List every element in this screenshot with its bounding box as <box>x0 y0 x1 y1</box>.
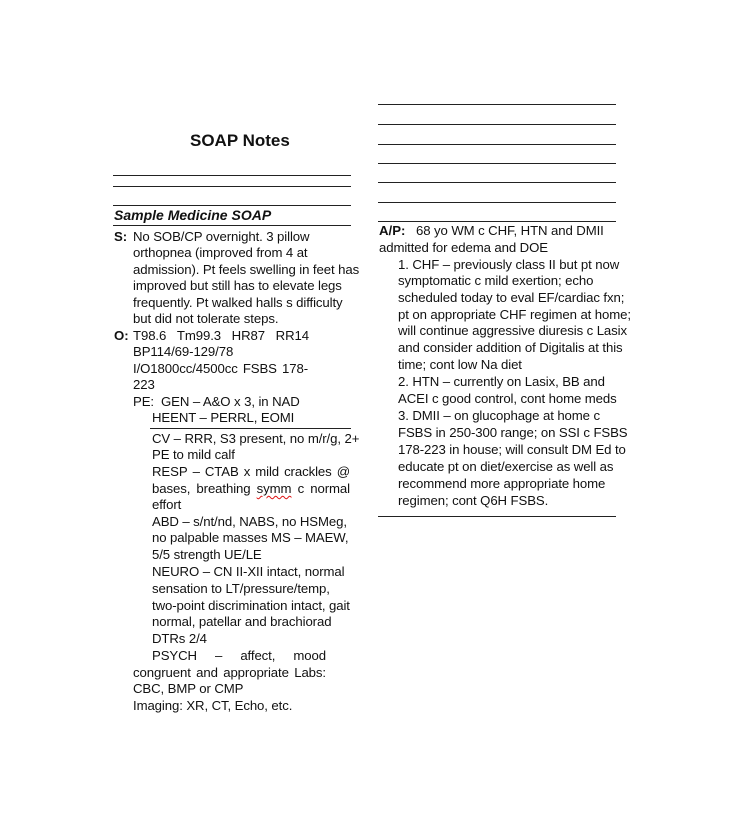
blank-line <box>378 124 616 125</box>
pe-neuro: two-point discrimination intact, gait <box>152 598 350 613</box>
imaging-line: Imaging: XR, CT, Echo, etc. <box>133 698 293 713</box>
ap-item: 3. DMII – on glucophage at home c <box>398 408 600 423</box>
vital-rr: RR14 <box>275 328 309 343</box>
pe-abd: 5/5 strength UE/LE <box>152 547 262 562</box>
subjective-line: frequently. Pt walked halls s difficulty <box>133 295 343 310</box>
pe-neuro: sensation to LT/pressure/temp, <box>152 581 330 596</box>
pe-psych-line: PSYCH – affect, mood <box>152 648 326 663</box>
io-fsbs-line <box>133 361 308 377</box>
ap-item: 1. CHF – previously class II but pt now <box>398 257 620 272</box>
blank-line <box>378 104 616 105</box>
assessment-plan-label: A/P: <box>379 223 406 238</box>
ap-item: FSBS in 250-300 range; on SSI c FSBS <box>398 425 628 440</box>
ap-item: and consider addition of Digitalis at this <box>398 340 623 355</box>
ap-item: time; cont low Na diet <box>398 357 522 372</box>
fsbs-value: 178- <box>282 361 308 376</box>
subjective-line: improved but still has to elevate legs <box>133 278 342 293</box>
blank-line <box>113 186 351 187</box>
subjective-line: admission). Pt feels swelling in feet has <box>133 262 360 277</box>
pe-resp-line: effort <box>152 497 182 512</box>
pe-neuro: DTRs 2/4 <box>152 631 207 646</box>
ap-item: ACEI c good control, cont home meds <box>398 391 617 406</box>
ap-item: scheduled today to eval EF/cardiac fxn; <box>398 290 625 305</box>
vital-temp: T98.6 <box>133 328 167 343</box>
subjective-line: orthopnea (improved from 4 at <box>133 245 308 260</box>
pe-heent: HEENT – PERRL, EOMI <box>152 410 295 425</box>
fsbs-cont: 223 <box>133 377 155 392</box>
pe-gen: GEN – A&O x 3, in NAD <box>161 394 300 409</box>
pe-neuro: NEURO – CN II-XII intact, normal <box>152 564 345 579</box>
vital-tmax: Tm99.3 <box>176 328 221 343</box>
pe-abd: ABD – s/nt/nd, NABS, no HSMeg, <box>152 514 347 529</box>
blank-line <box>113 205 351 206</box>
ap-item: symptomatic c mild exertion; echo <box>398 273 594 288</box>
ap-item: 2. HTN – currently on Lasix, BB and <box>398 374 605 389</box>
blank-line <box>378 221 616 222</box>
ap-item: 178-223 in house; will consult DM Ed to <box>398 442 626 457</box>
ap-intro: 68 yo WM c CHF, HTN and DMII <box>416 223 604 238</box>
section-underline <box>113 225 351 226</box>
ap-item: pt on appropriate CHF regimen at home; <box>398 307 631 322</box>
fsbs-label: FSBS <box>242 361 277 376</box>
ap-item: will continue aggressive diuresis c Lasix <box>398 323 627 338</box>
vital-hr: HR87 <box>231 328 265 343</box>
io-value: I/O1800cc/4500cc <box>133 361 238 376</box>
blank-line <box>378 182 616 183</box>
section-title: Sample Medicine SOAP <box>114 207 272 223</box>
objective-label: O: <box>114 328 129 343</box>
pe-cv: CV – RRR, S3 present, no m/r/g, 2+ <box>152 431 360 446</box>
blank-line <box>378 516 616 517</box>
ap-item: recommend more appropriate home <box>398 476 606 491</box>
subjective-label: S: <box>114 229 128 244</box>
pe-abd: no palpable masses MS – MAEW, <box>152 530 349 545</box>
vital-bp: BP114/69-129/78 <box>133 344 234 359</box>
blank-line <box>378 144 616 145</box>
subjective-line: No SOB/CP overnight. 3 pillow <box>133 229 310 244</box>
ap-intro: admitted for edema and DOE <box>379 240 548 255</box>
ap-item: educate pt on diet/exercise as well as <box>398 459 614 474</box>
pe-psych-line: congruent and appropriate Labs: <box>133 665 326 680</box>
blank-line <box>378 163 616 164</box>
pe-cv: PE to mild calf <box>152 447 235 462</box>
blank-line <box>378 202 616 203</box>
ap-item: regimen; cont Q6H FSBS. <box>398 493 549 508</box>
pe-neuro: normal, patellar and brachiorad <box>152 614 332 629</box>
pe-resp-line: bases, breathing symm c normal <box>152 481 350 496</box>
blank-line <box>113 175 351 176</box>
vitals-line <box>133 328 309 344</box>
pe-prefix: PE: <box>133 394 154 409</box>
subjective-line: but did not tolerate steps. <box>133 311 279 326</box>
page-title: SOAP Notes <box>190 131 290 150</box>
labs-line: CBC, BMP or CMP <box>133 681 244 696</box>
pe-resp-line: RESP – CTAB x mild crackles @ <box>152 464 350 479</box>
pe-divider <box>150 428 351 429</box>
